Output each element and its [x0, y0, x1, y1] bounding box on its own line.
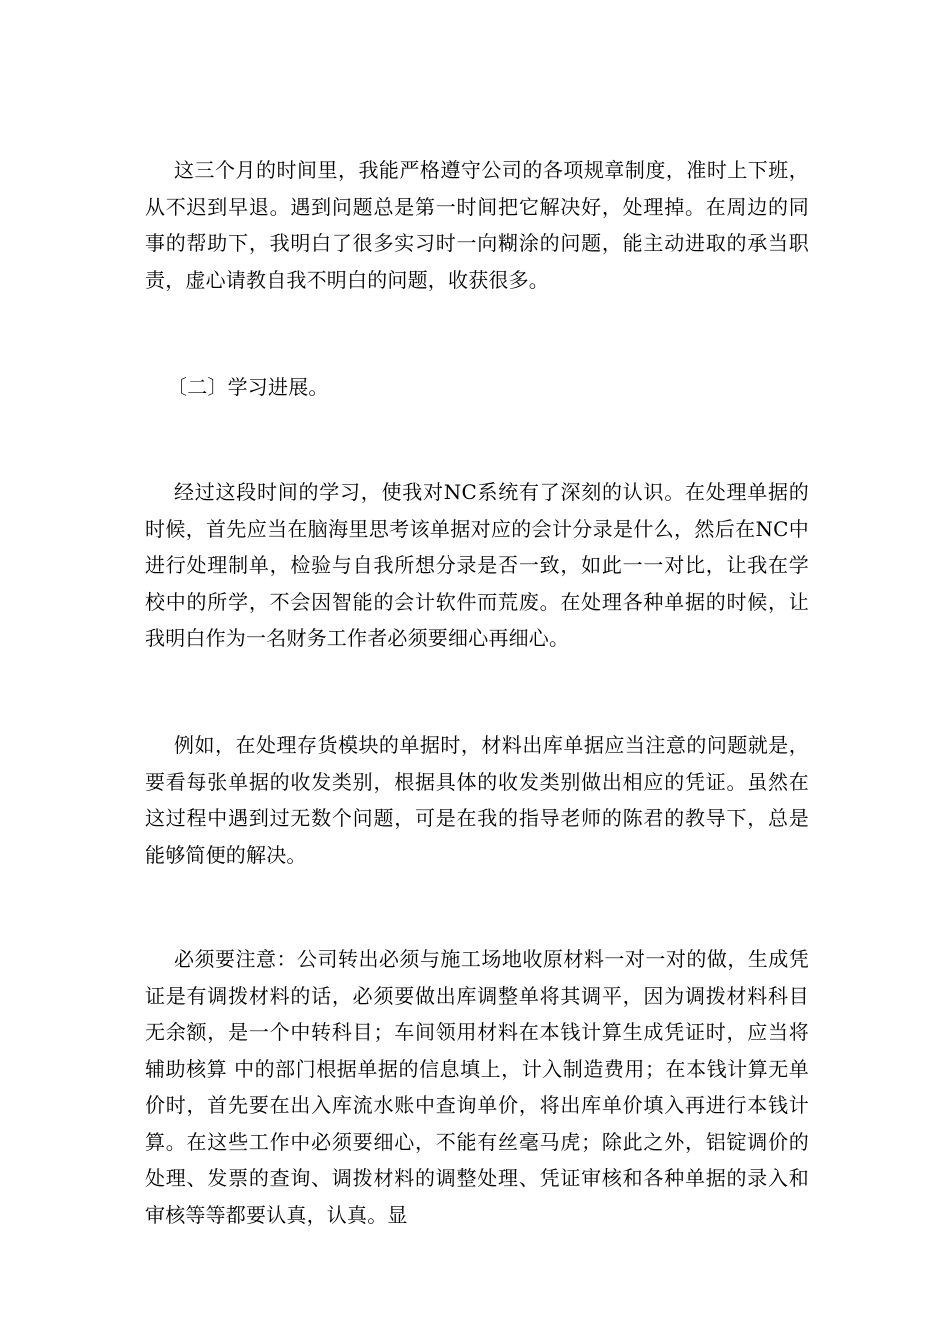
- paragraph-nc-system: 经过这段时间的学习，使我对NC系统有了深刻的认识。在处理单据的时候，首先应当在脑海里思考该单据对应的会计分录是什么，然后在NC中进行处理制单，检验与自我所想分录是否一致，如此一一对比，让我在学校中的所学，不会因智能的会计软件而荒废。在处理各种单据的时候，让我明白作为一名财务工作者必须要细心再细心。: [145, 480, 809, 650]
- paragraph-inventory-example: 例如，在处理存货模块的单据时，材料出库单据应当注意的问题就是，要看每张单据的收发类别，根据具体的收发类别做出相应的凭证。虽然在这过程中遇到过无数个问题，可是在我的指导老师的陈君的教导下，总是能够简便的解决。: [145, 733, 809, 867]
- paragraph-notes: 必须要注意：公司转出必须与施工场地收原材料一对一对的做，生成凭证是有调拨材料的话，必须要做出库调整单将其调平，因为调拨材料科目无余额，是一个中转科目；车间领用材料在本钱计算生成凭证时，应当将 辅助核算 中的部门根据单据的信息填上，计入制造费用；在本钱计算无单价时，首先要在出入库流水账中查询单价，将出库单价填入再进行本钱计算。在这些工作中必须要细心，不能有丝毫马虎；除此之外，铝锭调价的处理、发票的查询、调拨材料的调整处理、凭证审核和各种单据的录入和审核等等都要认真，认真。显: [145, 947, 809, 1227]
- paragraph-attendance: 这三个月的时间里，我能严格遵守公司的各项规章制度，准时上下班，从不迟到早退。遇到问题总是第一时间把它解决好，处理掉。在周边的同事的帮助下，我明白了很多实习时一向糊涂的问题，能主动进取的承当职责，虚心请教自我不明白的问题，收获很多。: [145, 158, 809, 292]
- section-heading-study-progress: 〔二〕学习进展。: [167, 375, 329, 399]
